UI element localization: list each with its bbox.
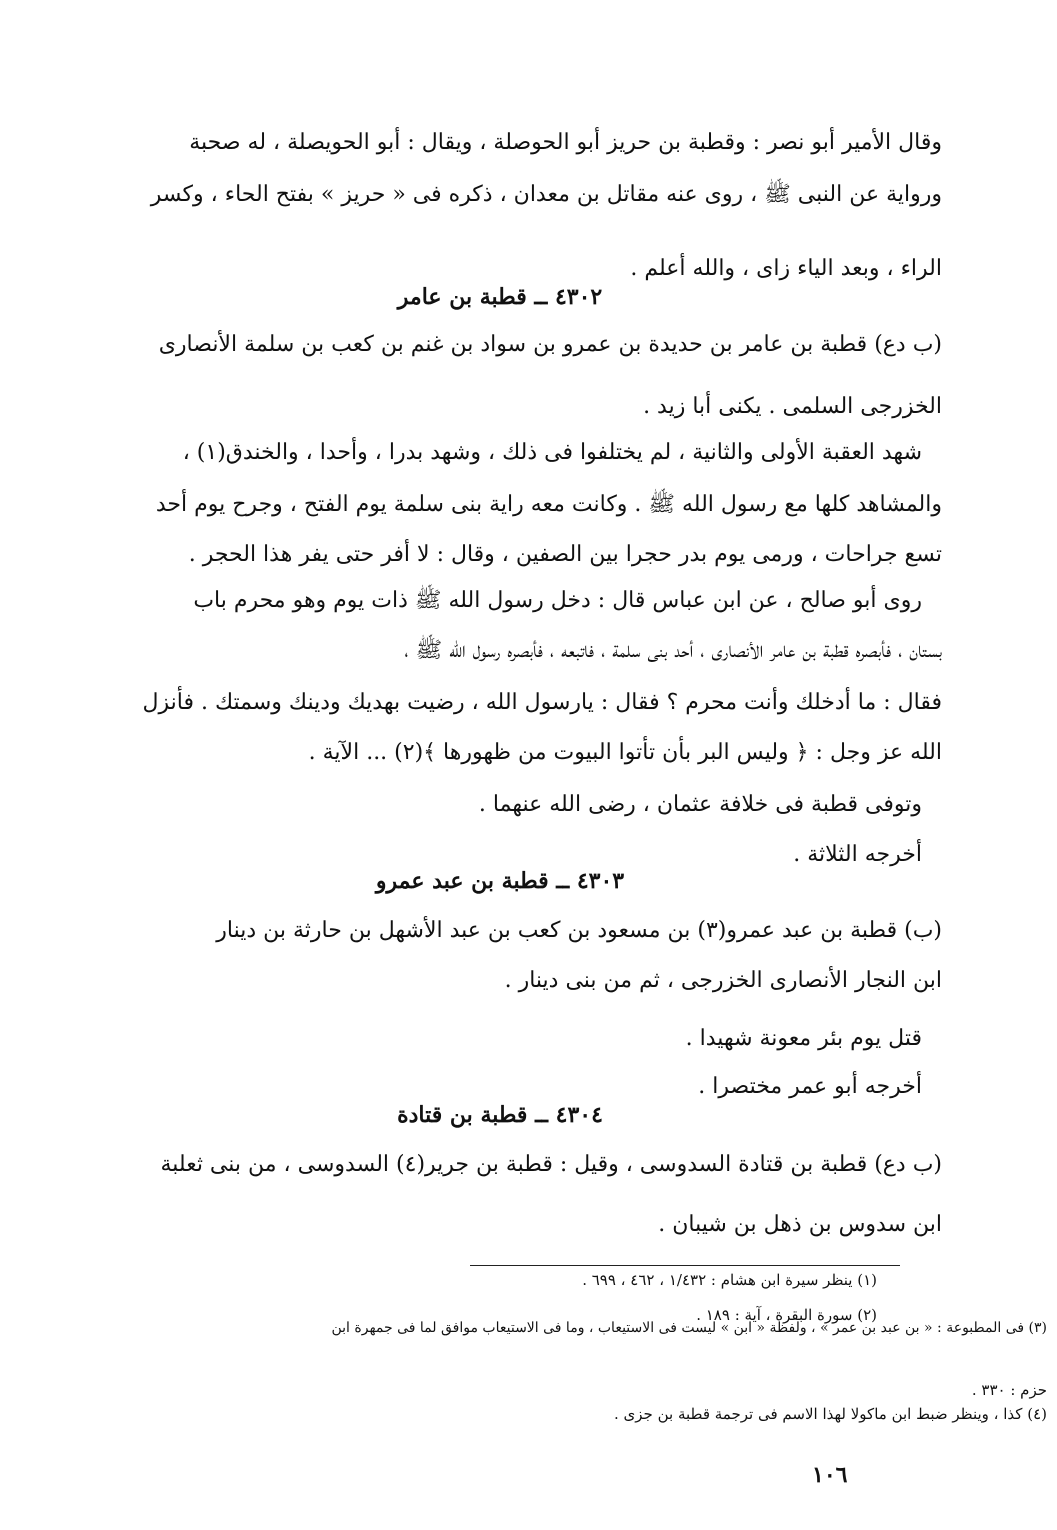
- intro-line: وقال الأمير أبو نصر : وقطبة بن حريز أبو الحوصلة ، ويقال : أبو الحويصلة ، له صحبة: [189, 130, 942, 155]
- footnote: (١) ينظر سيرة ابن هشام : ١/٤٣٢ ، ٤٦٢ ، ٦٩٩ .: [582, 1271, 877, 1289]
- footnote-divider: [470, 1265, 900, 1266]
- footnote: حزم : ٣٣٠ .: [971, 1381, 1047, 1399]
- entry-line: الخزرجى السلمى . يكنى أبا زيد .: [643, 394, 942, 419]
- entry-line: (ب دع) قطبة بن عامر بن حديدة بن عمرو بن سواد بن غنم بن كعب بن سلمة الأنصارى: [158, 332, 942, 357]
- entry-line: قتل يوم بئر معونة شهيدا .: [685, 1026, 922, 1051]
- entry-line: أخرجه أبو عمر مختصرا .: [698, 1074, 922, 1099]
- entry-line: تسع جراحات ، ورمى يوم بدر حجرا بين الصفين ، وقال : لا أفر حتى يفر هذا الحجر .: [188, 542, 942, 567]
- entry-heading: ٤٣٠٤ ــ قطبة بن قتادة: [397, 1102, 603, 1128]
- entry-line: ابن سدوس بن ذهل بن شيبان .: [658, 1212, 942, 1237]
- entry-line: (ب دع) قطبة بن قتادة السدوسى ، وقيل : قطبة بن جرير(٤) السدوسى ، من بنى ثعلبة: [160, 1152, 942, 1177]
- entry-line: شهد العقبة الأولى والثانية ، لم يختلفوا فى ذلك ، وشهد بدرا ، وأحدا ، والخندق(١) ،: [182, 440, 922, 465]
- footnote: (٣) فى المطبوعة : « بن عبد بن عمر » ، ولفظة « ابن » ليست فى الاستيعاب ، وما فى الاستيعاب موافق لما فى جمهرة ابن: [331, 1320, 1047, 1336]
- entry-line: بستان ، فأبصره قطبة بن عامر الأنصارى ، أحد بنى سلمة ، فاتبعه ، فأبصره رسول الله ﷺ ،: [404, 638, 942, 663]
- entry-line: روى أبو صالح ، عن ابن عباس قال : دخل رسول الله ﷺ ذات يوم وهو محرم باب: [193, 588, 922, 613]
- entry-line: (ب) قطبة بن عبد عمرو(٣) بن مسعود بن كعب بن عبد الأشهل بن حارثة بن دينار: [216, 918, 942, 943]
- entry-line: أخرجه الثلاثة .: [793, 842, 922, 867]
- entry-line: فقال : ما أدخلك وأنت محرم ؟ فقال : يارسول الله ، رضيت بهديك ودينك وسمتك . فأنزل: [142, 690, 942, 715]
- intro-line: الراء ، وبعد الياء زاى ، والله أعلم .: [630, 256, 942, 281]
- entry-line: والمشاهد كلها مع رسول الله ﷺ . وكانت معه راية بنى سلمة يوم الفتح ، وجرح يوم أحد: [155, 492, 942, 517]
- entry-line: ابن النجار الأنصارى الخزرجى ، ثم من بنى دينار .: [504, 968, 942, 993]
- intro-line: ورواية عن النبى ﷺ ، روى عنه مقاتل بن معدان ، ذكره فى « حريز » بفتح الحاء ، وكسر: [150, 182, 942, 207]
- entry-heading: ٤٣٠٣ ــ قطبة بن عبد عمرو: [375, 868, 625, 894]
- entry-heading: ٤٣٠٢ ــ قطبة بن عامر: [397, 284, 603, 310]
- footnote: (٤) كذا ، وينظر ضبط ابن ماكولا لهذا الاسم فى ترجمة قطبة بن جزى .: [614, 1405, 1047, 1423]
- footnote: (٢) سورة البقرة ، آية : ١٨٩ .: [696, 1306, 877, 1324]
- entry-line: الله عز وجل : ﴿ وليس البر بأن تأتوا البيوت من ظهورها ﴾(٢) ... الآية .: [308, 740, 942, 765]
- page-number: ١٠٦: [812, 1462, 848, 1488]
- entry-line: وتوفى قطبة فى خلافة عثمان ، رضى الله عنهما .: [478, 792, 922, 817]
